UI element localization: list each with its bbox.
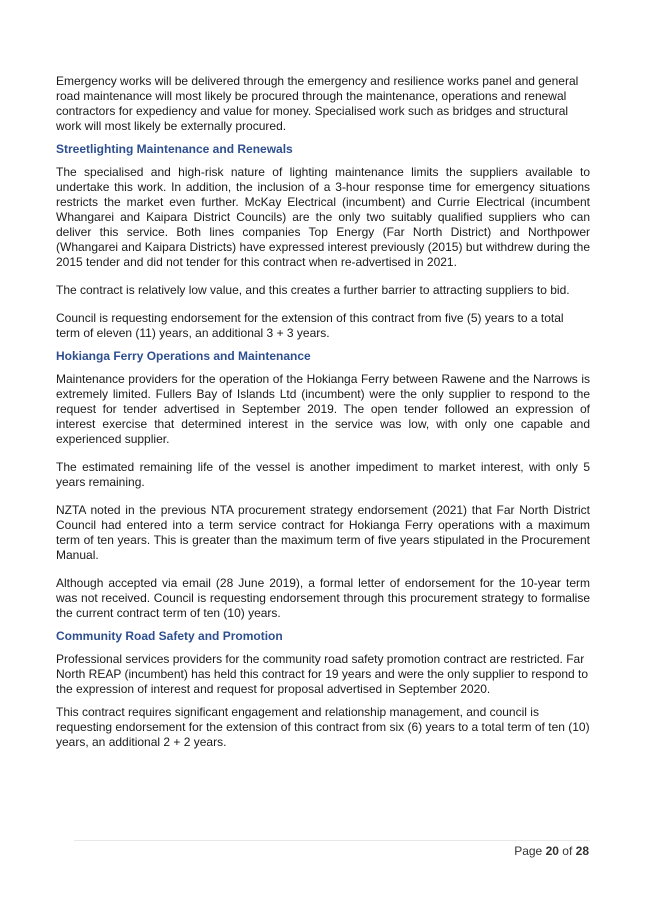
document-body <box>56 74 590 750</box>
heading-hokianga-ferry: Hokianga Ferry Operations and Maintenance <box>56 349 311 363</box>
footer-divider <box>74 840 590 841</box>
heading-streetlighting: Streetlighting Maintenance and Renewals <box>56 142 293 156</box>
paragraph-streetlighting-endorsement: Council is requesting endorsement for the extension of this contract from five (5) years to a total term of eleven (11) years, an additional 3 + 3 years. <box>56 311 564 340</box>
total-pages: 28 <box>575 844 589 858</box>
paragraph-ferry-endorsement: Although accepted via email (28 June 2019), a formal letter of endorsement for the 10-year term was not received. Council is requesting endorsement through this procurement strategy to formalise the current contract term of ten (10) years. <box>56 576 590 620</box>
paragraph-ferry-vessel-life: The estimated remaining life of the vessel is another impediment to market interest, with only 5 years remaining. <box>56 460 590 489</box>
of-label: of <box>562 844 573 858</box>
paragraph-streetlighting-value: The contract is relatively low value, and this creates a further barrier to attracting suppliers to bid. <box>56 283 570 297</box>
paragraph-ferry-providers: Maintenance providers for the operation of the Hokianga Ferry between Rawene and the Narrows is extremely limited. Fullers Bay of Islands Ltd (incumbent) were the only supplier to respond to the request for tender advertised in September 2019. The open tender followed an expression of interest exercise that determined interest in the service was low, with only one capable and experienced supplier. <box>56 372 590 446</box>
heading-community-road-safety: Community Road Safety and Promotion <box>56 629 283 643</box>
page-footer <box>514 844 589 859</box>
paragraph-streetlighting-suppliers: The specialised and high-risk nature of lighting maintenance limits the suppliers available to undertake this work. In addition, the inclusion of a 3-hour response time for emergency situations restricts the market even further. McKay Electrical (incumbent) and Currie Electrical (incumbent Whangarei and Kaipara District Councils) are the only two suitably qualified suppliers who can deliver this service. Both lines companies Top Energy (Far North District) and Northpower (Whangarei and Kaipara Districts) have expressed interest previously (2015) but withdrew during the 2015 tender and did not tender for this contract when re-advertised in 2021. <box>56 165 590 269</box>
paragraph-emergency-works: Emergency works will be delivered through the emergency and resilience works panel and general road maintenance will most likely be procured through the maintenance, operations and renewal contractors for expediency and value for money. Specialised work such as bridges and structural work will most likely be externally procured. <box>56 74 579 133</box>
paragraph-ferry-nzta: NZTA noted in the previous NTA procurement strategy endorsement (2021) that Far North District Council had entered into a term service contract for Hokianga Ferry operations with a maximum term of ten years. This is greater than the maximum term of five years stipulated in the Procurement Manual. <box>56 503 590 562</box>
page-label: Page <box>514 844 543 858</box>
paragraph-road-safety-providers: Professional services providers for the community road safety promotion contract are restricted. Far North REAP (incumbent) has held this contract for 19 years and were the only supplier to respond to the expression of interest and request for proposal advertised in September 2020. <box>56 652 589 696</box>
paragraph-road-safety-endorsement: This contract requires significant engagement and relationship management, and council is requesting endorsement for the extension of this contract from six (6) years to a total term of ten (10) years, an additional 2 + 2 years. <box>56 705 590 749</box>
page-number: 20 <box>545 844 559 858</box>
